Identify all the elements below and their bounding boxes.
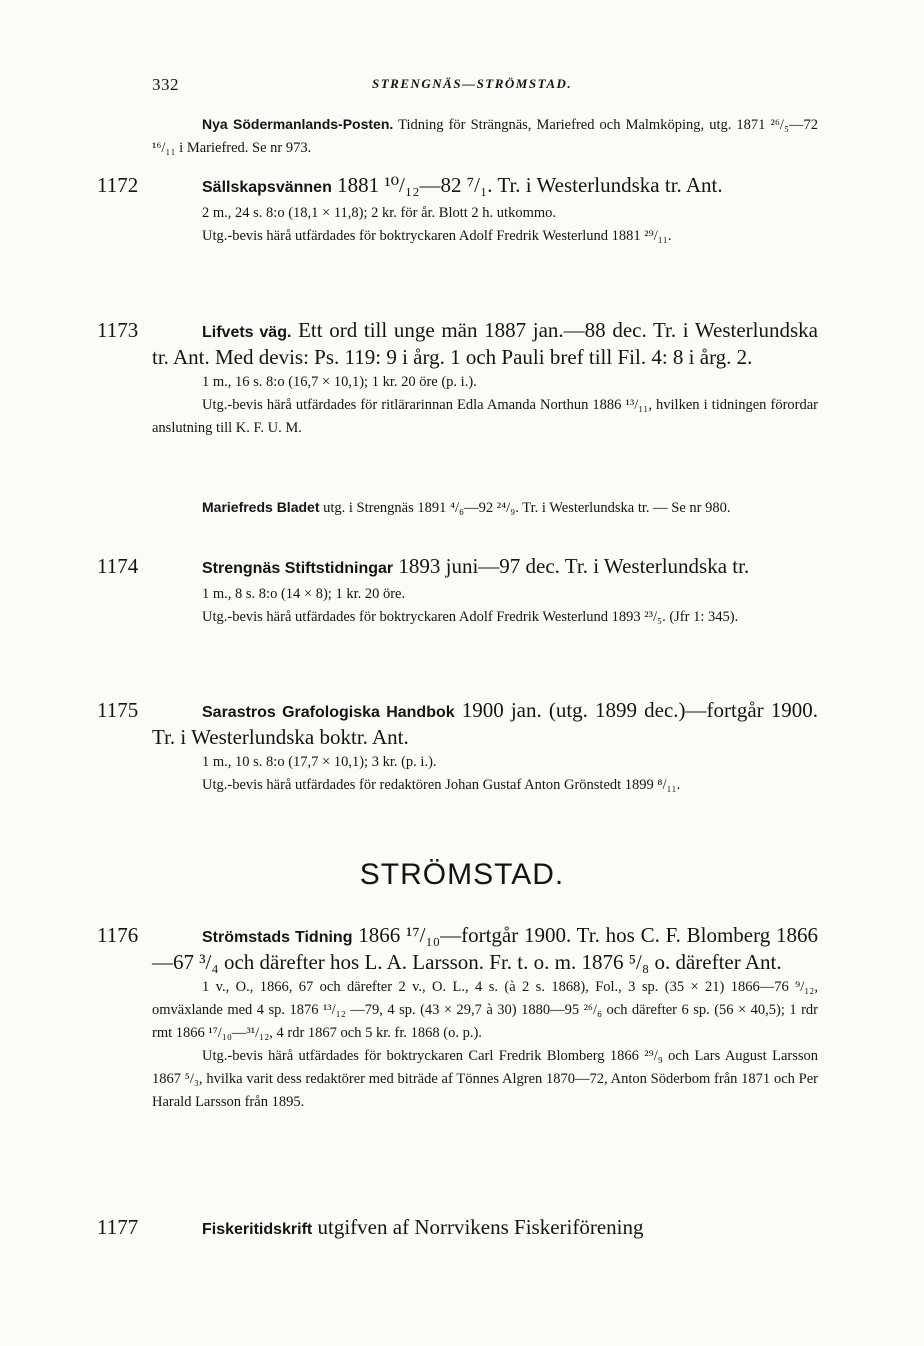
- entry-text: utgifven af Norrvikens Fiskeriförening: [312, 1215, 644, 1239]
- entry-1176: [152, 923, 818, 1114]
- entry-title: Fiskeritidskrift: [202, 1221, 313, 1238]
- entry-text: 1881 ¹⁰/₁₂—82 ⁷/₁. Tr. i Westerlundska tr. Ant.: [331, 173, 723, 197]
- entry-number: 1175: [97, 698, 139, 722]
- entry-number: 1174: [97, 554, 139, 578]
- entry-1174: [152, 554, 818, 629]
- entry-text: utg. i Strengnäs 1891 ⁴/₆—92 ²⁴/₉. Tr. i Westerlundska tr. — Se nr 980.: [319, 500, 731, 516]
- entry-text: 1866 ¹⁷/₁₀—fortgår 1900. Tr. hos C. F. Blomberg 1866—67 ³/₄ och därefter hos L. A. Larsson. Fr. t. o. m. 1876 ⁵/₈ o. därefter Ant.: [152, 923, 819, 974]
- entry-title: Lifvets väg.: [202, 324, 292, 341]
- entry-1172: [152, 173, 818, 248]
- entry-title: Strengnäs Stiftstidningar: [202, 560, 394, 577]
- entry-detail: Utg.-bevis härå utfärdades för boktryckaren Carl Fredrik Blomberg 1866 ²⁹/₉ och Lars August Larsson 1867 ⁵/₃, hvilka varit dess redaktörer med biträde af Tönnes Algren 1870—72, Anton Söderbom från 1871 och Per Harald Larsson från 1895.: [152, 1048, 818, 1110]
- entry-detail: Utg.-bevis härå utfärdades för ritlärarinnan Edla Amanda Northun 1886 ¹³/₁₁, hvilken i tidningen förordar anslutning till K. F. U. M.: [152, 397, 818, 436]
- entry-detail: 1 m., 8 s. 8:o (14 × 8); 1 kr. 20 öre.: [202, 586, 406, 602]
- entry-title: Sarastros Grafologiska Handbok: [202, 704, 455, 721]
- entry-detail: 2 m., 24 s. 8:o (18,1 × 11,8); 2 kr. för år. Blott 2 h. utkommo.: [202, 205, 557, 221]
- entry-number: 1172: [97, 173, 139, 197]
- entry-text: 1900 jan. (utg. 1899 dec.)—fortgår 1900. Tr. i Westerlundska boktr. Ant.: [152, 698, 818, 749]
- entry-title: Sällskapsvännen: [202, 179, 332, 196]
- entry-number: 1173: [97, 318, 139, 342]
- entry-title: Nya Södermanlands-Posten.: [202, 116, 394, 132]
- entry-1173: [152, 318, 818, 440]
- entry-detail: 1 m., 10 s. 8:o (17,7 × 10,1); 3 kr. (p. i.).: [202, 754, 437, 770]
- entry-detail: Utg.-bevis härå utfärdades för boktryckaren Adolf Fredrik Westerlund 1893 ²³/₅. (Jfr 1: 345).: [202, 609, 739, 625]
- entry-text: Ett ord till unge män 1887 jan.—88 dec. Tr. i Westerlundska tr. Ant. Med devis: Ps. 119: 9 i årg. 1 och Pauli bref till Fil. 4: 8 i årg. 2.: [152, 318, 819, 369]
- entry-number: 1177: [97, 1215, 139, 1239]
- entry-mariefreds-bladet: [152, 496, 818, 520]
- entry-detail: 1 v., O., 1866, 67 och därefter 2 v., O. L., 4 s. (à 2 s. 1868), Fol., 3 sp. (35 × 21) 1866—76 ⁹/₁₂, omväxlande med 4 sp. 1876 ¹³/₁₂ —79, 4 sp. (43 × 29,7 à 30) 1880—95 ²⁶/₆ och därefter 6 sp. (56 × 40,5); 1 rdr rmt 1866 ¹⁷/₁₀—³¹/₁₂, 4 rdr 1867 och 5 kr. fr. 1868 (o. p.).: [152, 979, 818, 1041]
- entry-detail: 1 m., 16 s. 8:o (16,7 × 10,1); 1 kr. 20 öre (p. i.).: [202, 374, 477, 390]
- page-number: 332: [152, 75, 179, 94]
- section-heading: STRÖMSTAD.: [359, 858, 565, 891]
- entry-text: Tidning för Strängnäs, Mariefred och Malmköping, utg. 1871 ²⁶/₅—72 ¹⁶/₁₁ i Mariefred. Se nr 973.: [152, 117, 818, 156]
- entry-title: Strömstads Tidning: [202, 929, 353, 946]
- entry-number: 1176: [97, 923, 139, 947]
- entry-1175: [152, 698, 818, 797]
- running-head: STRENGNÄS—STRÖMSTAD.: [372, 76, 573, 91]
- entry-text: 1893 juni—97 dec. Tr. i Westerlundska tr.: [393, 554, 750, 578]
- entry-1177: [152, 1215, 818, 1242]
- entry-detail: Utg.-bevis härå utfärdades för boktryckaren Adolf Fredrik Westerlund 1881 ²⁹/₁₁.: [202, 228, 672, 244]
- entry-nya-sodermanlands-posten: [152, 113, 818, 160]
- entry-detail: Utg.-bevis härå utfärdades för redaktören Johan Gustaf Anton Grönstedt 1899 ⁸/₁₁.: [202, 777, 681, 793]
- entry-title: Mariefreds Bladet: [202, 499, 320, 515]
